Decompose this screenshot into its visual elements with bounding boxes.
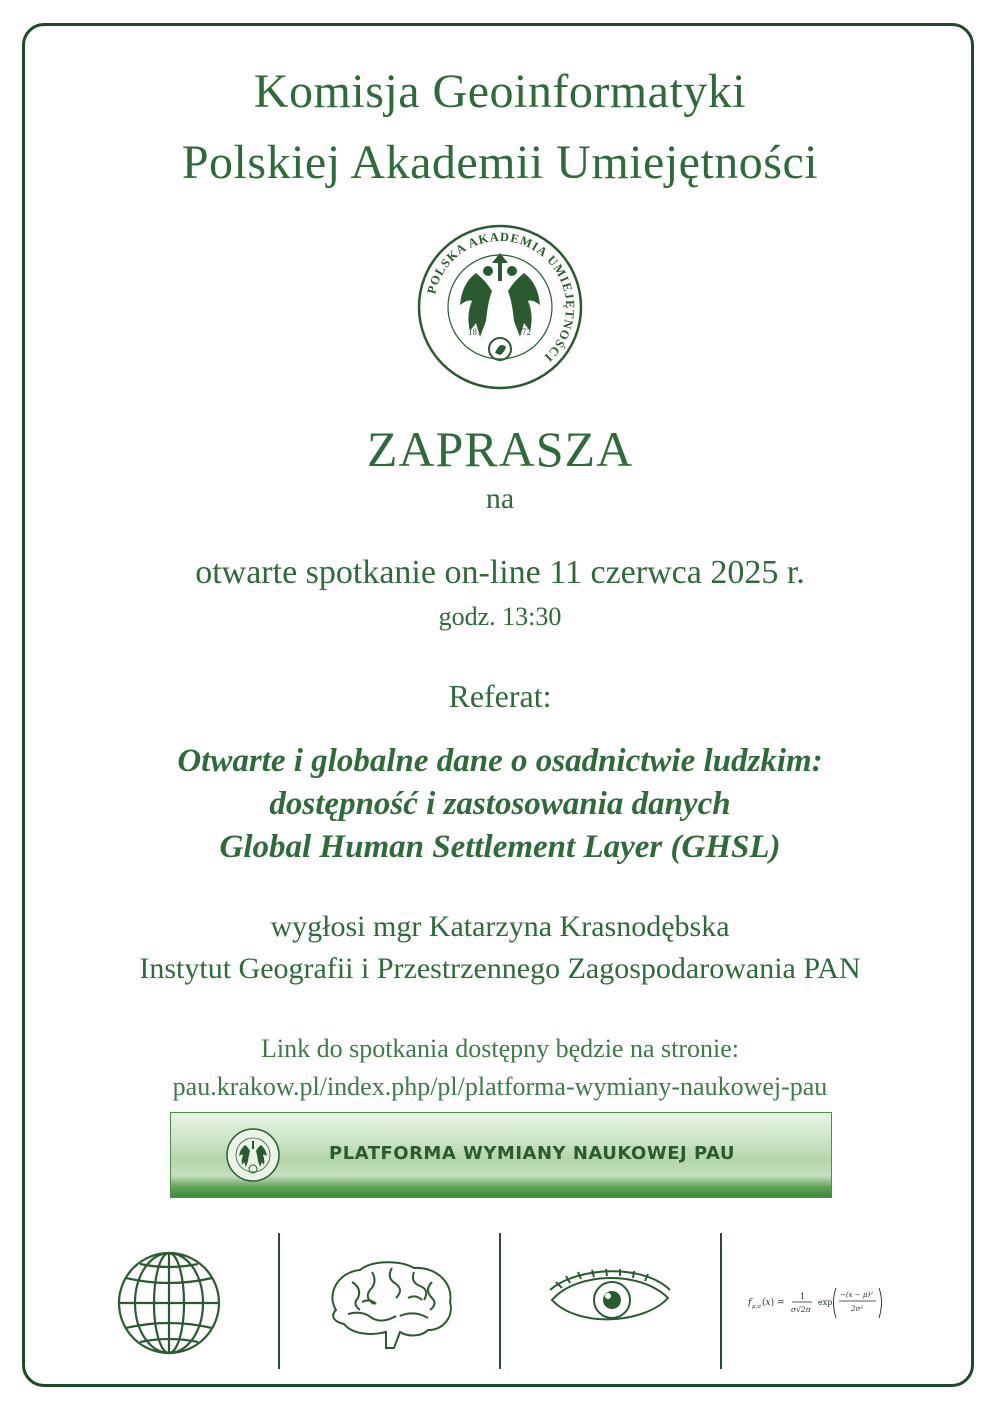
lecture-title-line-3: Global Human Settlement Layer (GHSL): [219, 829, 781, 865]
meeting-time: godz. 13:30: [438, 602, 562, 631]
lecture-title: [0, 740, 1000, 869]
svg-text:POLSKA AKADEMIA UMIEJĘTNOŚCI: [424, 230, 577, 365]
lecture-label: Referat:: [448, 678, 552, 714]
invitation-na: na: [485, 482, 515, 515]
svg-text:σ√2π: σ√2π: [791, 1305, 811, 1314]
meeting-date: otwarte spotkanie on-line 11 czerwca 2025 r.: [195, 554, 805, 591]
header-title: [0, 64, 1000, 191]
svg-text:(x) =: (x) =: [762, 1298, 785, 1308]
svg-text:2σ²: 2σ²: [851, 1305, 864, 1313]
platform-banner-label: PLATFORMA WYMIANY NAUKOWEJ PAU: [329, 1143, 735, 1164]
link-description: Link do spotkania dostępny będzie na stronie:: [260, 1034, 739, 1063]
seal-year-right: 72: [522, 327, 531, 337]
footer-divider-1: [278, 1233, 280, 1369]
header-line-1: Komisja Geoinformatyki: [253, 65, 747, 118]
lecture-title-line-1: Otwarte i globalne dane o osadnictwie ludzkim:: [177, 743, 823, 779]
svg-text:μ,σ: μ,σ: [752, 1304, 762, 1310]
footer-divider-3: [720, 1233, 722, 1369]
eye-icon: [548, 1268, 672, 1334]
seal-year-left: 18: [468, 327, 477, 337]
speaker-name: wygłosi mgr Katarzyna Krasnodębska: [270, 910, 730, 943]
link-url[interactable]: pau.krakow.pl/index.php/pl/platforma-wymiany-naukowej-pau: [172, 1072, 828, 1101]
svg-text:1: 1: [800, 1292, 806, 1301]
link-info: [0, 1030, 1000, 1106]
lecture-title-line-2: dostępność i zastosowania danych: [269, 786, 731, 822]
globe-icon: [116, 1250, 222, 1356]
brain-icon: [322, 1258, 458, 1354]
pau-seal-icon: [416, 223, 584, 391]
platform-banner[interactable]: [170, 1112, 832, 1198]
speaker-info: [0, 906, 1000, 990]
invitation-heading: ZAPRASZA: [366, 421, 634, 477]
seal-inscription: POLSKA AKADEMIA UMIEJĘTNOŚCI: [424, 229, 578, 365]
svg-text:−(x − μ)²: −(x − μ)²: [840, 1291, 873, 1299]
svg-text:exp: exp: [818, 1298, 833, 1307]
pau-seal-small-icon: [225, 1127, 281, 1183]
footer-divider-2: [499, 1233, 501, 1369]
speaker-institute: Instytut Geografii i Przestrzennego Zagospodarowania PAN: [139, 952, 861, 985]
svg-text:f: f: [748, 1298, 752, 1308]
header-line-2: Polskiej Akademii Umiejętności: [181, 136, 819, 189]
gaussian-formula-icon: [748, 1280, 918, 1324]
